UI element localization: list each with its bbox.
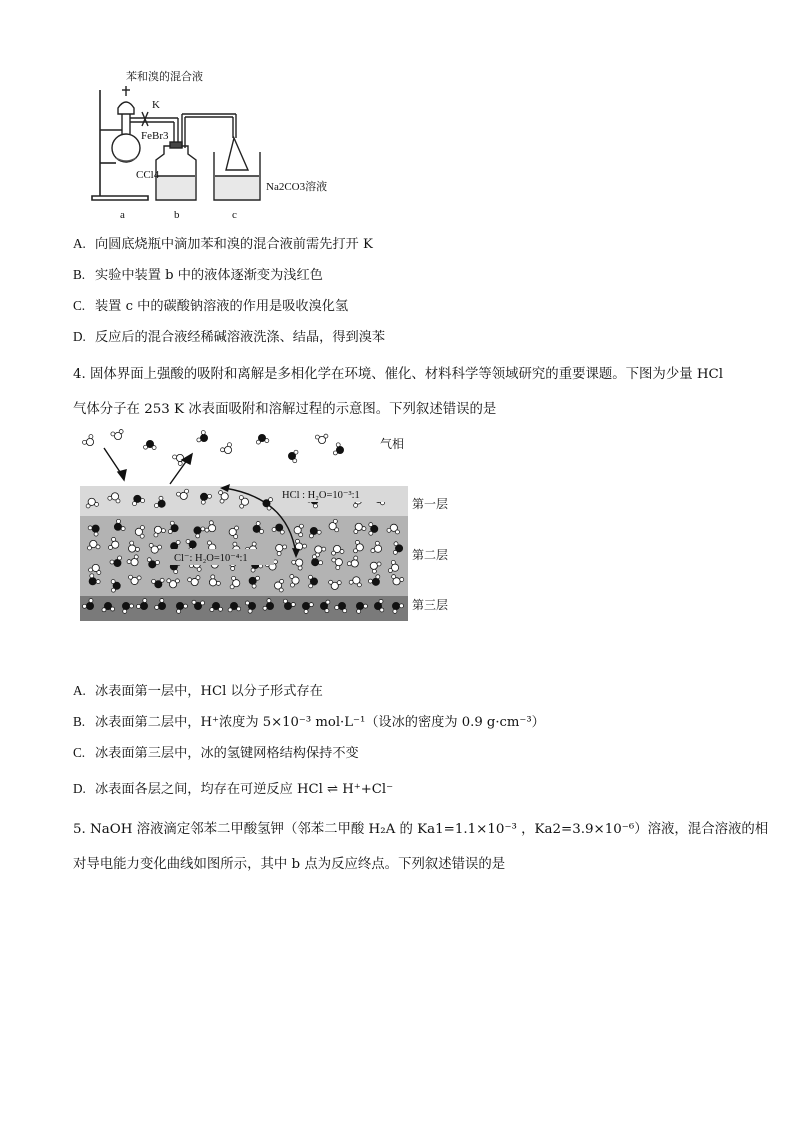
ccl4-label: CCl4 — [136, 169, 160, 181]
na2co3-label: Na2CO3溶液 — [266, 181, 328, 193]
q3-option-d: D. 反应后的混合液经稀碱溶液洗涤、结晶，得到溴苯 — [73, 329, 386, 345]
molecule — [144, 440, 157, 449]
q4-option-c: C. 冰表面第三层中，冰的氢键网格结构保持不变 — [73, 745, 359, 761]
q3-option-c: C. 装置 c 中的碳酸钠溶液的作用是吸收溴化氢 — [73, 298, 349, 314]
molecule — [197, 431, 208, 442]
beaker — [214, 138, 260, 200]
layer3-label: 第三层 — [412, 598, 449, 612]
molecule — [315, 434, 328, 443]
molecule — [256, 434, 268, 444]
ratio-hcl-label: HCl : H₂O=10⁻³:1 — [282, 490, 360, 501]
label-c: c — [232, 209, 237, 221]
q4-option-d: D. 冰表面各层之间，均存在可逆反应 HCl ⇌ H⁺+Cl⁻ — [73, 781, 394, 797]
apparatus-figure — [86, 68, 376, 224]
layer1-label: 第一层 — [412, 497, 449, 511]
q4-option-b: B. 冰表面第二层中，H⁺浓度为 5×10⁻³ mol·L⁻¹（设冰的密度为 0.9 g·cm⁻³） — [73, 714, 545, 730]
q4-option-a: A. 冰表面第一层中，HCl 以分子形式存在 — [73, 683, 323, 699]
q3-option-b: B. 实验中装置 b 中的液体逐渐变为浅红色 — [73, 267, 323, 283]
layer2-label: 第二层 — [412, 548, 449, 562]
gas-phase-label: 气相 — [380, 437, 405, 451]
q3-option-a: A. 向圆底烧瓶中滴加苯和溴的混合液前需先打开 K — [73, 236, 373, 252]
k-label: K — [152, 99, 160, 111]
molecule — [83, 435, 94, 446]
gas-arrows — [104, 448, 192, 484]
q4-stem-line1: 4. 固体界面上强酸的吸附和离解是多相化学在环境、催化、材料科学等领域研究的重要课题。下图为少量 HCl — [73, 367, 724, 382]
molecule — [111, 429, 123, 439]
q5-stem-line2: 对导电能力变化曲线如图所示，其中 b 点为反应终点。下列叙述错误的是 — [73, 857, 506, 872]
molecule — [333, 443, 343, 455]
molecule — [288, 450, 298, 463]
label-a: a — [120, 209, 125, 221]
q4-stem-line2: 气体分子在 253 K 冰表面吸附和溶解过程的示意图。下列叙述错误的是 — [73, 402, 497, 417]
febr3-label: FeBr3 — [141, 130, 169, 142]
mixture-label: 苯和溴的混合液 — [126, 71, 203, 83]
label-b: b — [174, 209, 180, 221]
molecule — [221, 443, 232, 454]
q5-stem-line1: 5. NaOH 溶液滴定邻苯二甲酸氢钾（邻苯二甲酸 H₂A 的 Ka1=1.1×10⁻³ ，Ka2=3.9×10⁻⁶）溶液，混合溶液的相 — [73, 822, 769, 837]
ice-surface-figure — [78, 428, 458, 624]
ratio-cl-label: Cl⁻: H₂O=10⁻⁴:1 — [174, 553, 248, 564]
